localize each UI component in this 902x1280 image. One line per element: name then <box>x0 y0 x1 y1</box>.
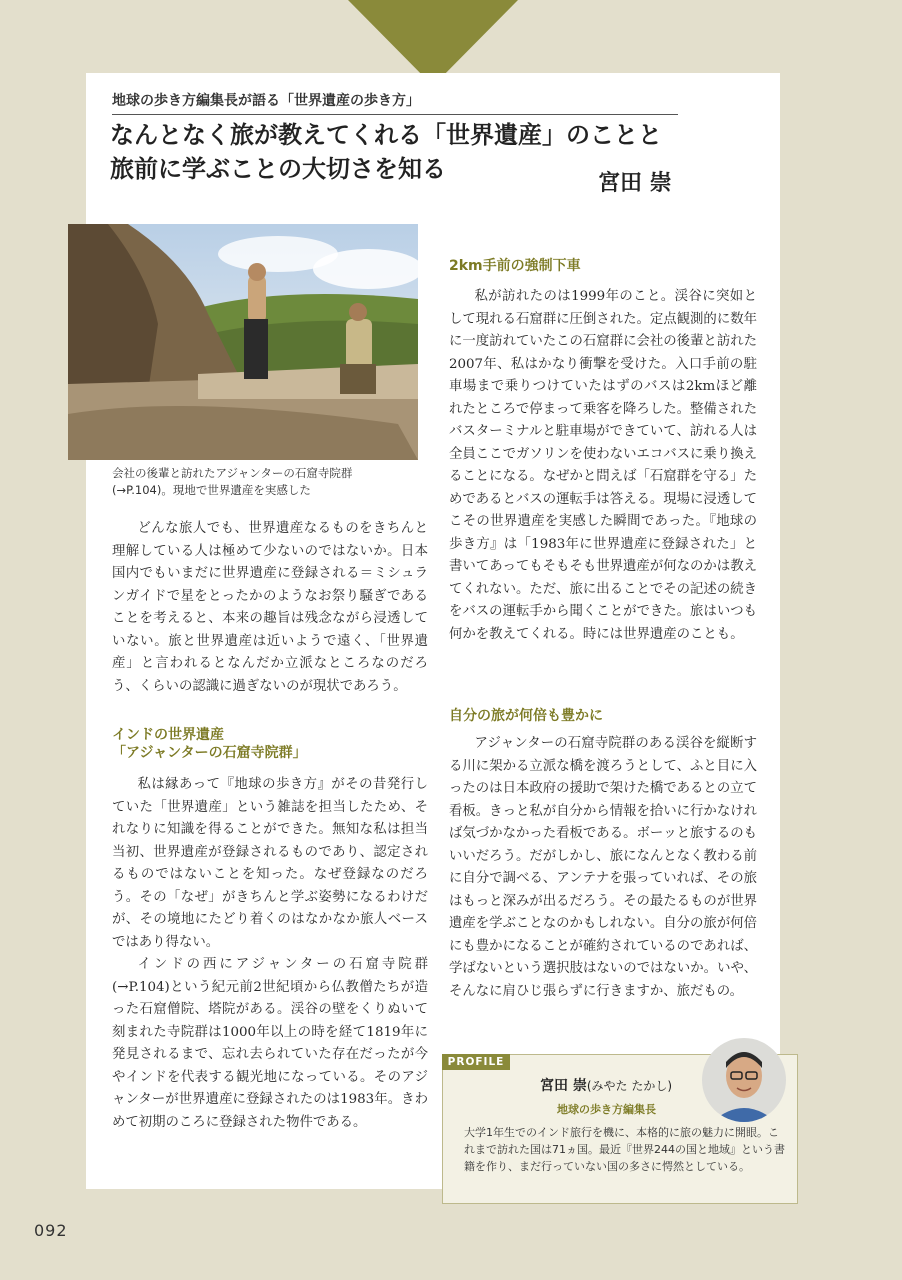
photo-caption-line-2: (→P.104)。現地で世界遺産を実感した <box>112 483 311 497</box>
section1-paragraph-2: インドの西にアジャンターの石窟寺院群(→P.104)という紀元前2世紀頃から仏教僧たちが造った石窟僧院、塔院がある。渓谷の壁をくりぬいて刻まれた寺院群は1000年以上の時を経て1819年に発見されるまで、忘れ去られていた存在だったが今やインドを代表する観光地になっている。そのアジャンターが世界遺産に登録されたのは1983年。きわめて初期のころに登録された物件である。 <box>112 957 428 1130</box>
section3-body <box>449 733 757 1003</box>
section2-heading: 2km手前の強制下車 <box>449 258 581 274</box>
author-name: 宮田 崇 <box>598 171 672 196</box>
profile-name-text: 宮田 崇 <box>540 1078 587 1094</box>
article-photo <box>68 224 418 460</box>
section2-body <box>449 286 757 646</box>
page-number: 092 <box>34 1221 68 1240</box>
section1-paragraph-1: 私は縁あって『地球の歩き方』がその昔発行していた「世界遺産」という雑誌を担当したため、それなりに知識を得ることができた。無知な私は担当当初、世界遺産が登録されるものであり、認定されるものではないことを知った。なぜ登録なのだろう。その「なぜ」がきちんと学ぶ姿勢になるわけだが、その境地にたどり着くのはなかなか旅人ベースではあり得ない。 <box>112 777 428 950</box>
profile-tag: PROFILE <box>442 1054 510 1070</box>
section1-body <box>112 774 428 1134</box>
section1-heading-line-2: 「アジャンターの石窟寺院群」 <box>112 745 307 761</box>
photo-caption <box>112 465 422 499</box>
profile-name-reading: (みやた たかし) <box>586 1079 673 1093</box>
profile-bio: 大学1年生でのインド旅行を機に、本格的に旅の魅力に開眼。これまで訪れた国は71ヵ国。最近『世界244の国と地域』という書籍を作り、まだ行っていない国の多さに愕然としている。 <box>464 1126 785 1173</box>
intro-paragraph: どんな旅人でも、世界遺産なるものをきちんと理解している人は極めて少ないのではないか。日本国内でもいまだに世界遺産に登録される＝ミシュランガイドで星をとったかのようなお祭り騒ぎであることを考えると、本来の趣旨は残念ながら浸透していない。旅と世界遺産は近いようで遠く、「世界遺産」と言われるとなんだか立派なところなのだろう、くらいの認識に過ぎないのが現状であろう。 <box>112 521 428 694</box>
photo-caption-line-1: 会社の後輩と訪れたアジャンターの石窟寺院群 <box>112 466 353 480</box>
title-rule <box>112 114 678 115</box>
section2-paragraph: 私が訪れたのは1999年のこと。渓谷に突如として現れる石窟群に圧倒された。定点観測的に数年に一度訪れていたこの石窟群に会社の後輩と訪れた2007年、私はかなり衝撃を受けた。入口手前の駐車場まで乗りつけていたはずのバスは2kmほど離れたところで停まって乗客を降ろした。整備されたバスターミナルと駐車場ができていて、訪れる人は全員ここでガソリンを使わないエコバスに乗り換えることになる。なぜかと問えば「石窟群を守る」ためであるとバスの運転手は答える。現場に浸透してこその世界遺産を実感した瞬間であった。『地球の歩き方』は「1983年に世界遺産に登録された」と書いてあってもそもそも世界遺産が何なのかは教えてくれない。ただ、旅に出ることでその記述の続きをバスの運転手から聞くことができた。旅はいつも何かを教えてくれる。時には世界遺産のことも。 <box>449 289 757 642</box>
section3-paragraph: アジャンターの石窟寺院群のある渓谷を縦断する川に架かる立派な橋を渡ろうとして、ふと目に入ったのは日本政府の援助で架けた橋であるとの立て看板。きっと私が自分から情報を拾いに行かなければ気づかなかった看板である。ボーッと旅するのもいいだろう。だがしかし、旅になんとなく教わる前に自分で調べる、アンテナを張っていれば、その旅はもっと深みが出るだろう。その最たるものが世界遺産を学ぶことなのかもしれない。自分の旅が何倍にも豊かになることが確約されているのであれば、学ばないという選択肢はないのではないか。いや、そんなに肩ひじ張らずに行きますか、旅だもの。 <box>449 736 757 999</box>
headline-line-2: 旅前に学ぶことの大切さを知る <box>110 155 446 183</box>
section1-heading-line-1: インドの世界遺産 <box>112 727 224 743</box>
section3-heading: 自分の旅が何倍も豊かに <box>449 708 603 724</box>
series-title: 地球の歩き方編集長が語る「世界遺産の歩き方」 <box>112 93 420 109</box>
profile-role: 地球の歩き方編集長 <box>557 1103 656 1116</box>
profile-name <box>540 1075 672 1095</box>
section1-heading <box>112 726 307 762</box>
headline-line-1: なんとなく旅が教えてくれる「世界遺産」のことと <box>110 121 662 149</box>
intro-block <box>112 518 428 698</box>
author-avatar <box>702 1038 786 1122</box>
